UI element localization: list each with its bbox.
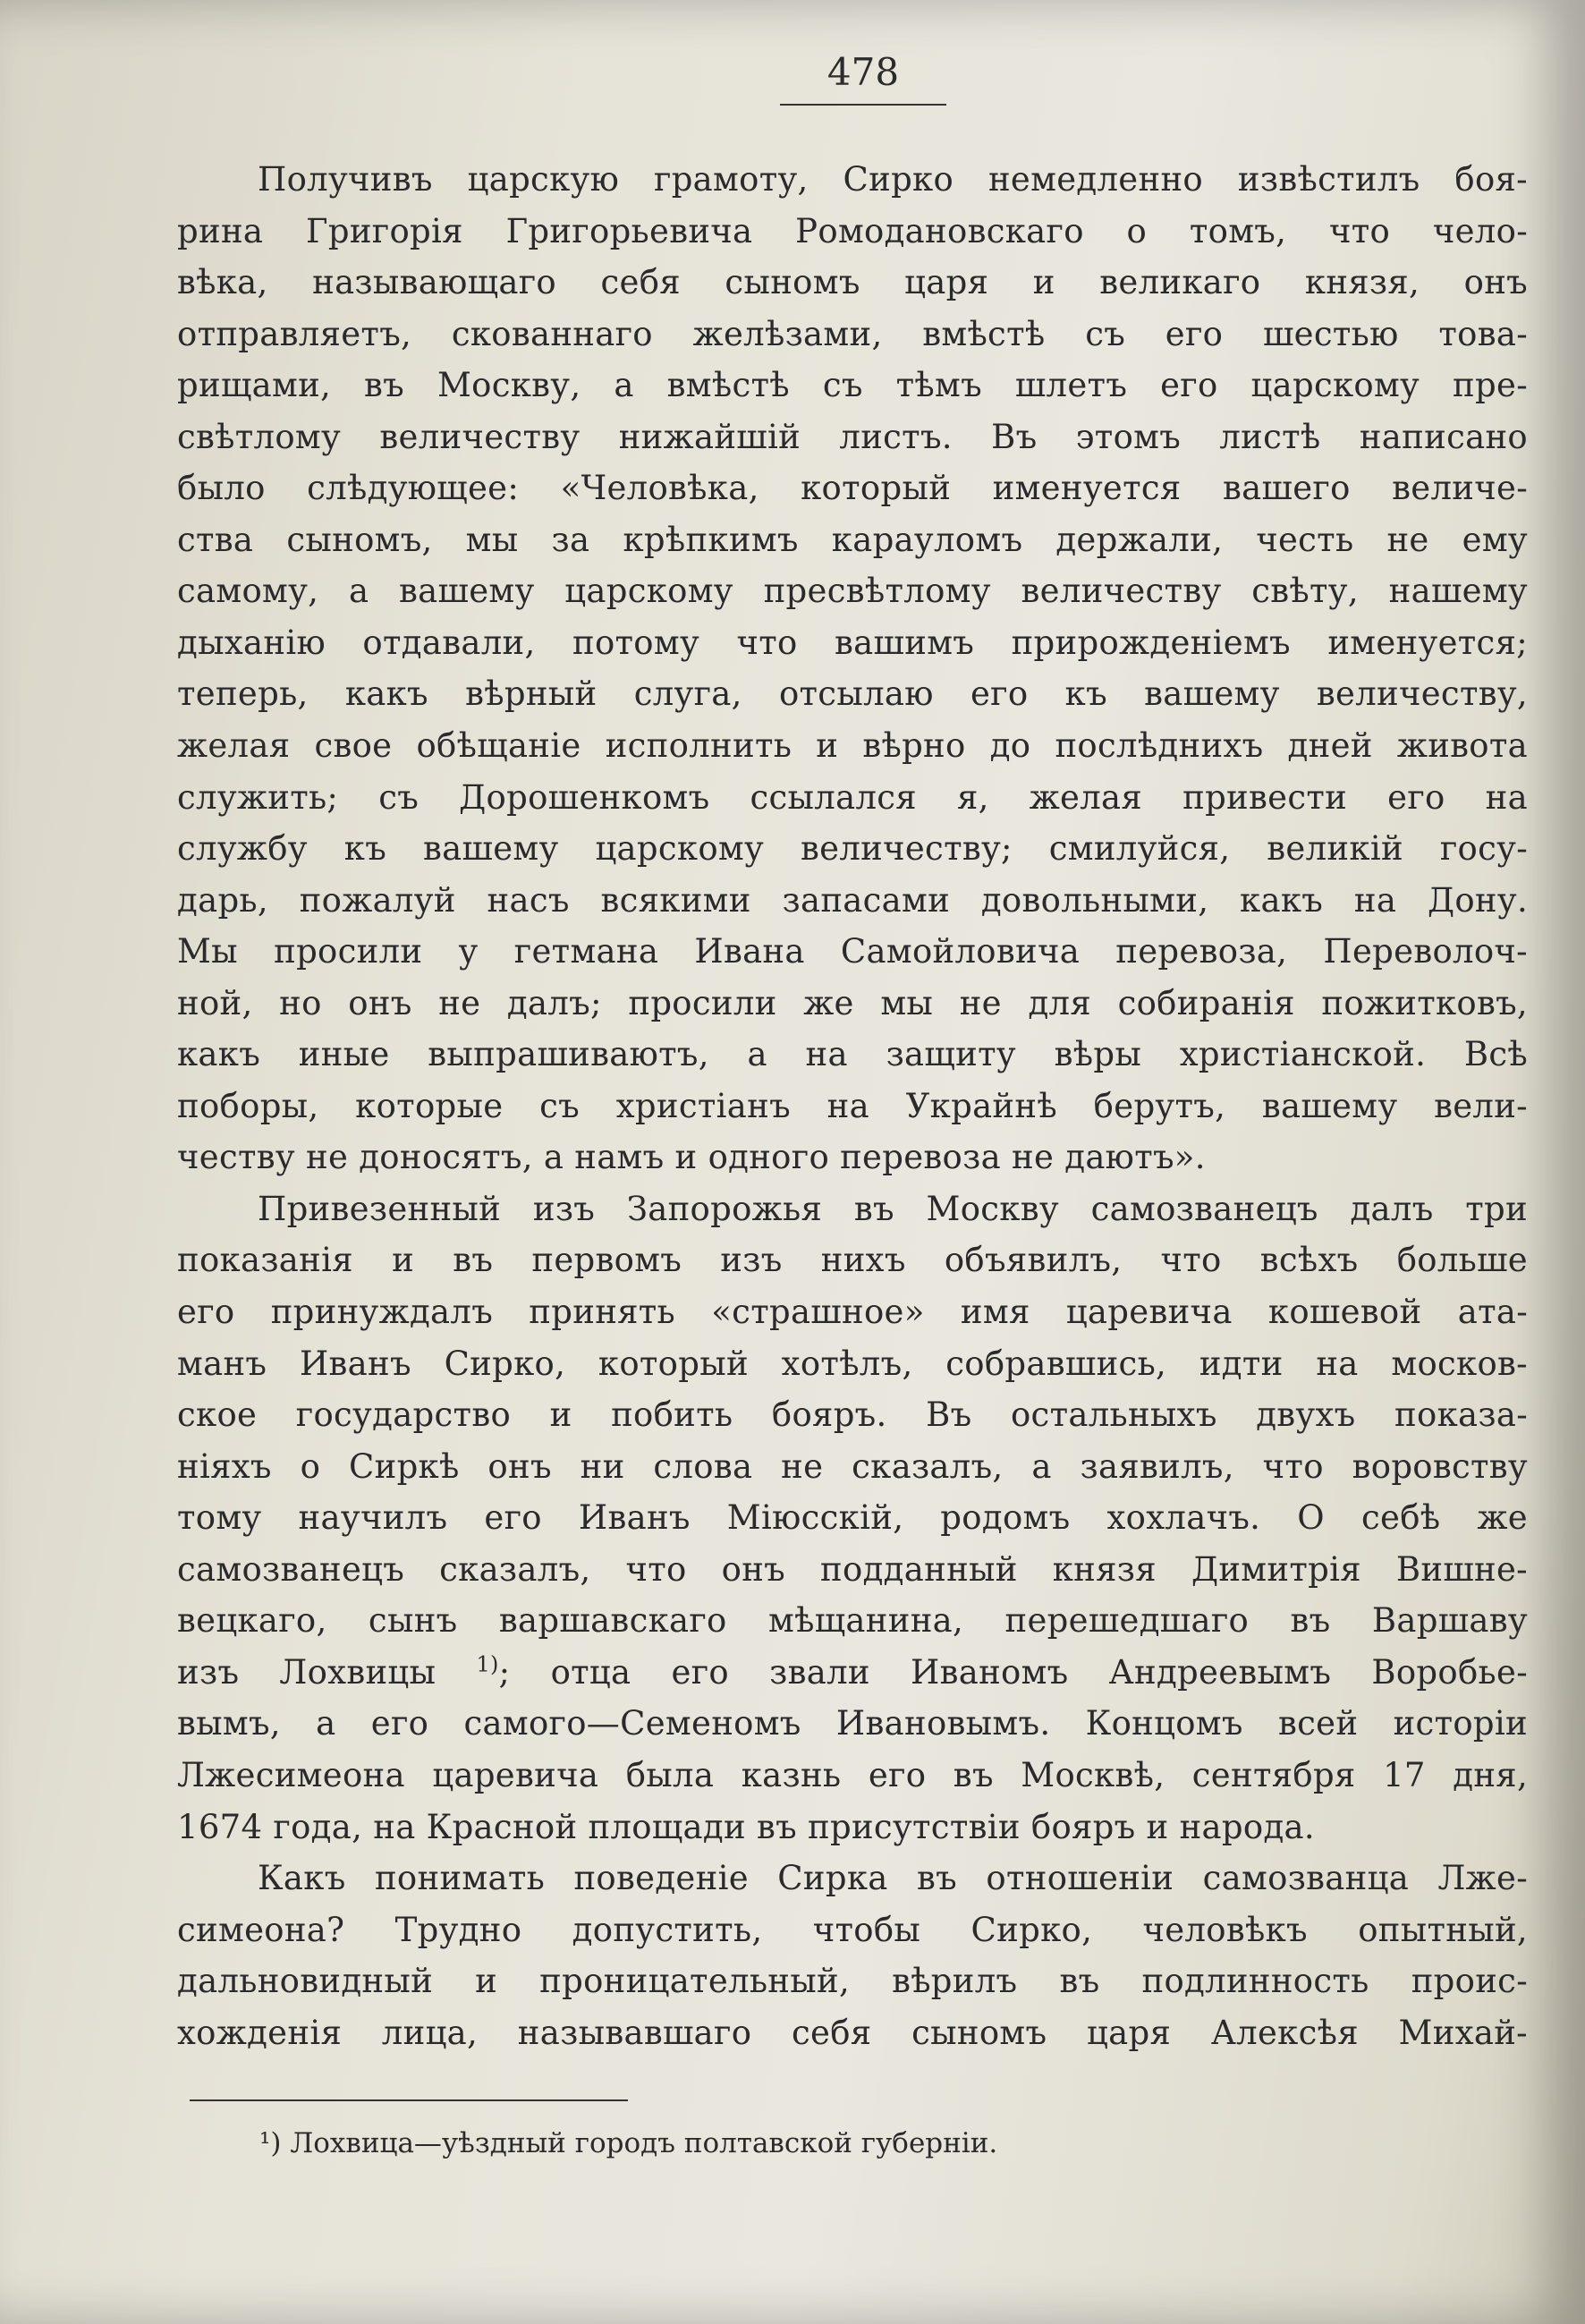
body-text xyxy=(177,154,1528,2058)
text-line-start: изъ Лохвицы xyxy=(177,1652,437,1692)
text-line: тому научилъ его Иванъ Міюсскій, родомъ хохлачъ. О себѣ же xyxy=(177,1498,1528,1538)
text-line: какъ иные выпрашиваютъ, а на защиту вѣры христіанской. Всѣ xyxy=(177,1035,1528,1074)
text-line: желая свое обѣщаніе исполнить и вѣрно до послѣднихъ дней живота xyxy=(177,726,1528,766)
footnote: ¹) Лохвица—уѣздный городъ полтавской губерніи. xyxy=(259,2127,998,2159)
text-line: ной, но онъ не далъ; просили же мы не для собиранія пожитковъ, xyxy=(177,983,1528,1022)
text-line: Какъ понимать поведеніе Сирка въ отношеніи самозванца Лже- xyxy=(258,1859,1528,1898)
text-line: служить; съ Дорошенкомъ ссылался я, желая привести его на xyxy=(177,777,1528,817)
text-line: 1674 года, на Красной площади въ присутствіи бояръ и народа. xyxy=(177,1807,1315,1846)
text-line: поборы, которые съ христіанъ на Украйнѣ берутъ, вашему вели- xyxy=(177,1086,1528,1125)
text-line: было слѣдующее: «Человѣка, который именуется вашего величе- xyxy=(177,469,1528,508)
text-line-with-note xyxy=(177,1647,1528,1699)
text-line: вецкаго, сынъ варшавскаго мѣщанина, перешедшаго въ Варшаву xyxy=(177,1601,1528,1641)
text-line: отправляетъ, скованнаго желѣзами, вмѣстѣ съ его шестью това- xyxy=(177,314,1528,353)
text-line: рина Григорія Григорьевича Ромодановскаго о томъ, что чело- xyxy=(177,211,1528,250)
page-number: 478 xyxy=(826,50,900,94)
text-line: Привезенный изъ Запорожья въ Москву самозванецъ далъ три xyxy=(258,1189,1528,1228)
text-line: честву не доносятъ, а намъ и одного перевоза не даютъ». xyxy=(177,1138,1206,1177)
text-line: службу къ вашему царскому величеству; смилуйся, великій госу- xyxy=(177,829,1528,869)
footnote-reference: 1) xyxy=(476,1651,499,1677)
text-line: ское государство и побить бояръ. Въ остальныхъ двухъ показа- xyxy=(177,1395,1528,1435)
page-number-rule xyxy=(780,104,946,106)
text-line: хожденія лица, называвшаго себя сыномъ царя Алексѣя Михай- xyxy=(177,2013,1528,2052)
text-line: его принуждалъ принять «страшное» имя царевича кошевой ата- xyxy=(177,1293,1528,1332)
text-line: свѣтлому величеству нижайшій листъ. Въ этомъ листѣ написано xyxy=(177,417,1528,456)
text-line: показанія и въ первомъ изъ нихъ объявилъ, что всѣхъ больше xyxy=(177,1241,1528,1280)
text-line: ніяхъ о Сиркѣ онъ ни слова не сказалъ, а заявилъ, что воровству xyxy=(177,1446,1528,1486)
text-line: симеона? Трудно допустить, чтобы Сирко, человѣкъ опытный, xyxy=(177,1910,1528,1949)
text-line: вымъ, а его самого—Семеномъ Ивановымъ. Концомъ всей исторіи xyxy=(177,1704,1528,1743)
text-line: Мы просили у гетмана Ивана Самойловича перевоза, Переволоч- xyxy=(177,932,1528,971)
text-line: дальновидный и проницательный, вѣрилъ въ подлинность проис- xyxy=(177,1962,1528,2001)
text-line: дарь, пожалуй насъ всякими запасами довольными, какъ на Дону. xyxy=(177,880,1528,920)
text-line: ства сыномъ, мы за крѣпкимъ карауломъ держали, честь не ему xyxy=(177,520,1528,559)
footnote-rule xyxy=(190,2099,628,2101)
text-line: манъ Иванъ Сирко, который хотѣлъ, собравшись, идти на москов- xyxy=(177,1344,1528,1383)
text-line: рищами, въ Москву, а вмѣстѣ съ тѣмъ шлетъ его царскому пре- xyxy=(177,366,1528,405)
text-line: вѣка, называющаго себя сыномъ царя и великаго князя, онъ xyxy=(177,263,1528,302)
text-line: Получивъ царскую грамоту, Сирко немедленно извѣстилъ боя- xyxy=(258,160,1528,199)
text-line: Лжесимеона царевича была казнь его въ Москвѣ, сентября 17 дня, xyxy=(177,1755,1528,1794)
text-line-rest: ; отца его звали Иваномъ Андреевымъ Воробье- xyxy=(498,1652,1528,1692)
text-line: самозванецъ сказалъ, что онъ подданный князя Димитрія Вишне- xyxy=(177,1549,1528,1589)
text-line: самому, а вашему царскому пресвѣтлому величеству свѣту, нашему xyxy=(177,572,1528,611)
text-line: дыханію отдавали, потому что вашимъ прирожденіемъ именуется; xyxy=(177,623,1528,662)
text-line: теперь, какъ вѣрный слуга, отсылаю его къ вашему величеству, xyxy=(177,674,1528,714)
